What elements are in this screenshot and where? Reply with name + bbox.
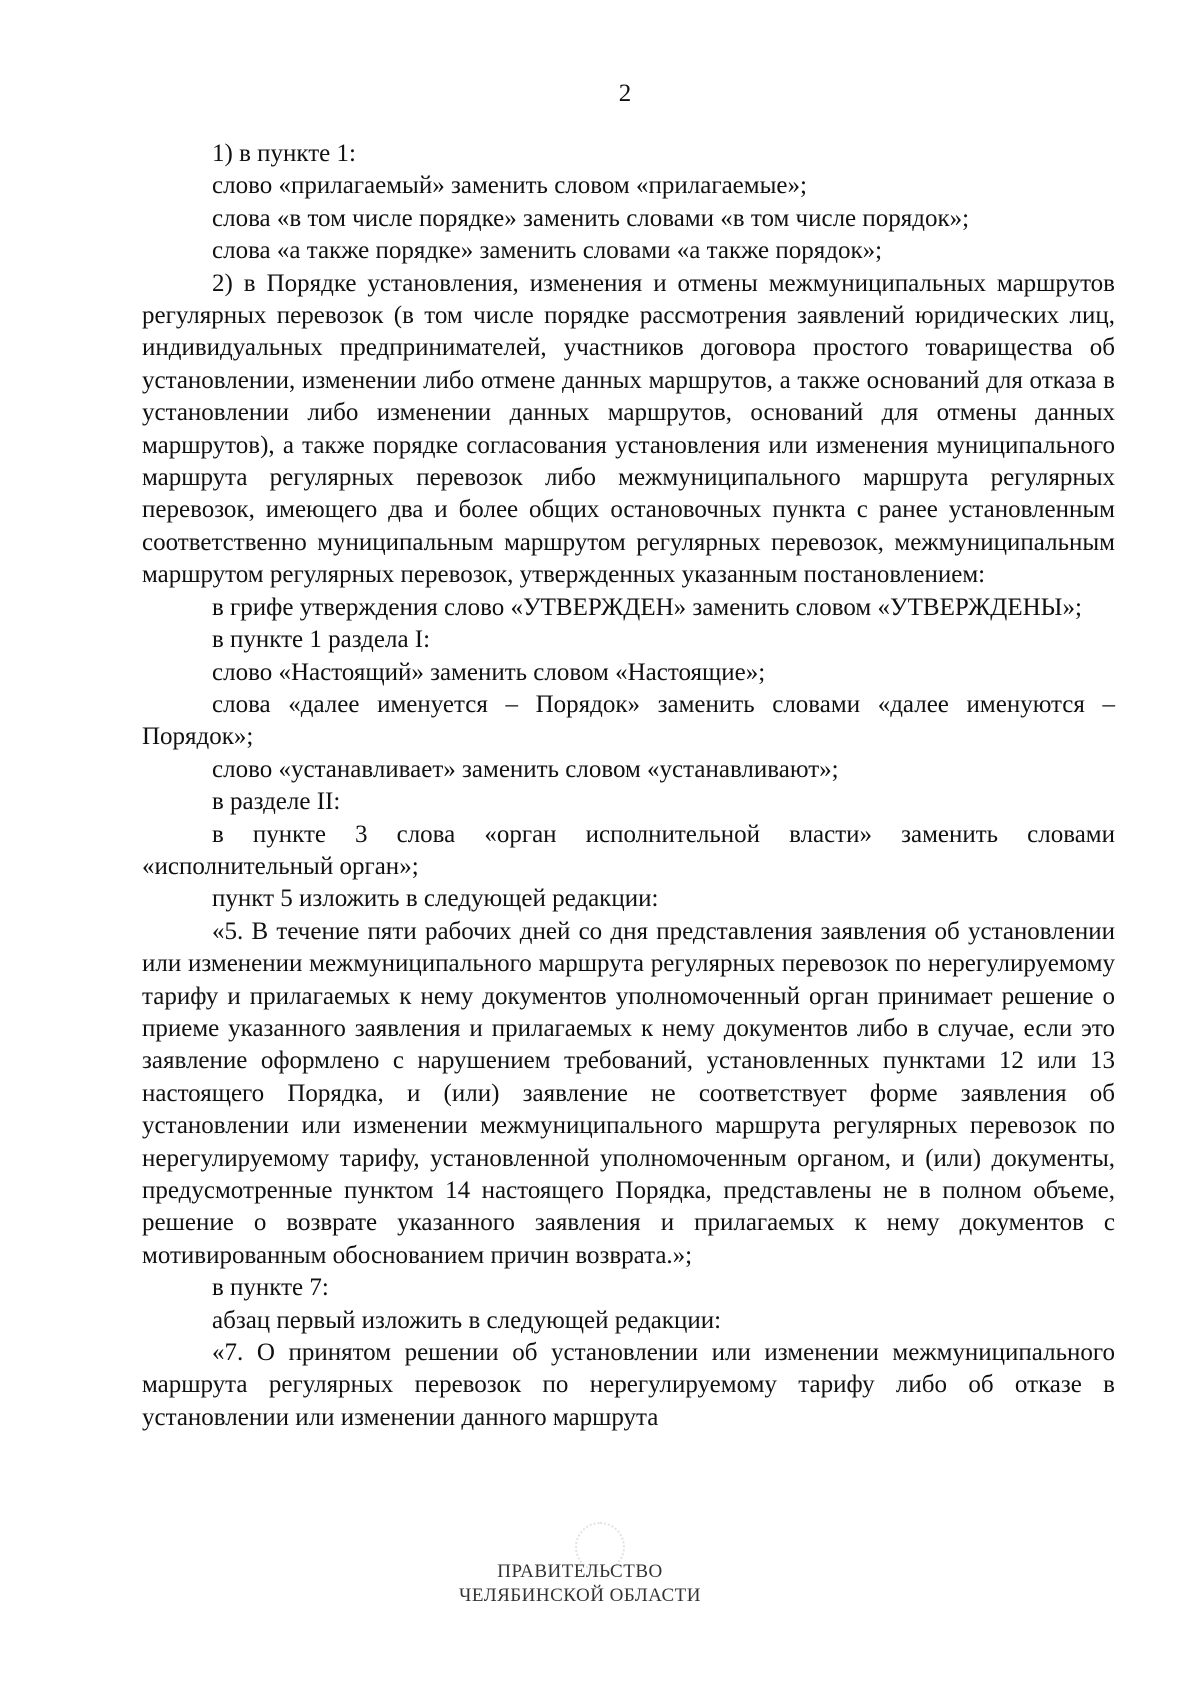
paragraph: абзац первый изложить в следующей редакции: <box>212 1306 722 1334</box>
paragraph: в пункте 3 слова «орган исполнительной власти» заменить словами «исполнительный орган»; <box>142 820 1115 880</box>
paragraph: в пункте 1 раздела I: <box>212 626 431 654</box>
footer-stamp <box>400 1560 760 1608</box>
paragraph: «7. О принятом решении об установлении или изменении межмуниципального маршрута регулярных перевозок по нерегулируемому тарифу либо об отказе в установлении или изменении данного маршрута <box>142 1339 1115 1431</box>
paragraph: слова «а также порядке» заменить словами «а также порядок»; <box>212 237 883 265</box>
paragraph: в грифе утверждения слово «УТВЕРЖДЕН» заменить словом «УТВЕРЖДЕНЫ»; <box>212 593 1082 621</box>
paragraph: «5. В течение пяти рабочих дней со дня представления заявления об установлении или изменении межмуниципального маршрута регулярных перевозок по нерегулируемому тарифу и прилагаемых к нему документов уполномоченный орган принимает решение о приеме указанного заявления и прилагаемых к нему документов либо в случае, если это заявление оформлено с нарушением требований, установленных пунктами 12 или 13 настоящего Порядка, и (или) заявление не соответствует форме заявления об установлении или изменении межмуниципального маршрута регулярных перевозок по нерегулируемому тарифу, установленной уполномоченным органом, и (или) документы, предусмотренные пунктом 14 настоящего Порядка, представлены не в полном объеме, решение о возврате указанного заявления и прилагаемых к нему документов с мотивированным обоснованием причин возврата.»; <box>142 917 1115 1269</box>
paragraph: пункт 5 изложить в следующей редакции: <box>212 885 659 913</box>
paragraph: слово «устанавливает» заменить словом «устанавливают»; <box>212 755 839 783</box>
paragraph: слова «далее именуется – Порядок» заменить словами «далее именуются – Порядок»; <box>142 690 1115 751</box>
paragraph: слово «Настоящий» заменить словом «Настоящие»; <box>212 658 766 686</box>
document-body <box>142 138 1115 1434</box>
footer-line-1: ПРАВИТЕЛЬСТВО <box>497 1561 663 1582</box>
paragraph: слово «прилагаемый» заменить словом «прилагаемые»; <box>212 172 807 200</box>
paragraph: в разделе II: <box>212 788 341 816</box>
paragraph: слова «в том числе порядке» заменить словами «в том числе порядок»; <box>212 204 970 232</box>
footer-line-2: ЧЕЛЯБИНСКОЙ ОБЛАСТИ <box>459 1585 701 1606</box>
page-number: 2 <box>618 80 632 107</box>
paragraph: в пункте 7: <box>212 1274 329 1302</box>
paragraph: 1) в пункте 1: <box>212 140 356 167</box>
paragraph: 2) в Порядке установления, изменения и отмены межмуниципальных маршрутов регулярных перевозок (в том числе порядке рассмотрения заявлений юридических лиц, индивидуальных предпринимателей, участников договора простого товарищества об установлении, изменении либо отмене данных маршрутов, а также оснований для отказа в установлении либо изменении данных маршрутов, оснований для отмены данных маршрутов), а также порядке согласования установления или изменения муниципального маршрута регулярных перевозок либо межмуниципального маршрута регулярных перевозок, имеющего два и более общих остановочных пункта с ранее установленным соответственно муниципальным маршрутом регулярных перевозок, межмуниципальным маршрутом регулярных перевозок, утвержденных указанным постановлением: <box>142 269 1115 589</box>
